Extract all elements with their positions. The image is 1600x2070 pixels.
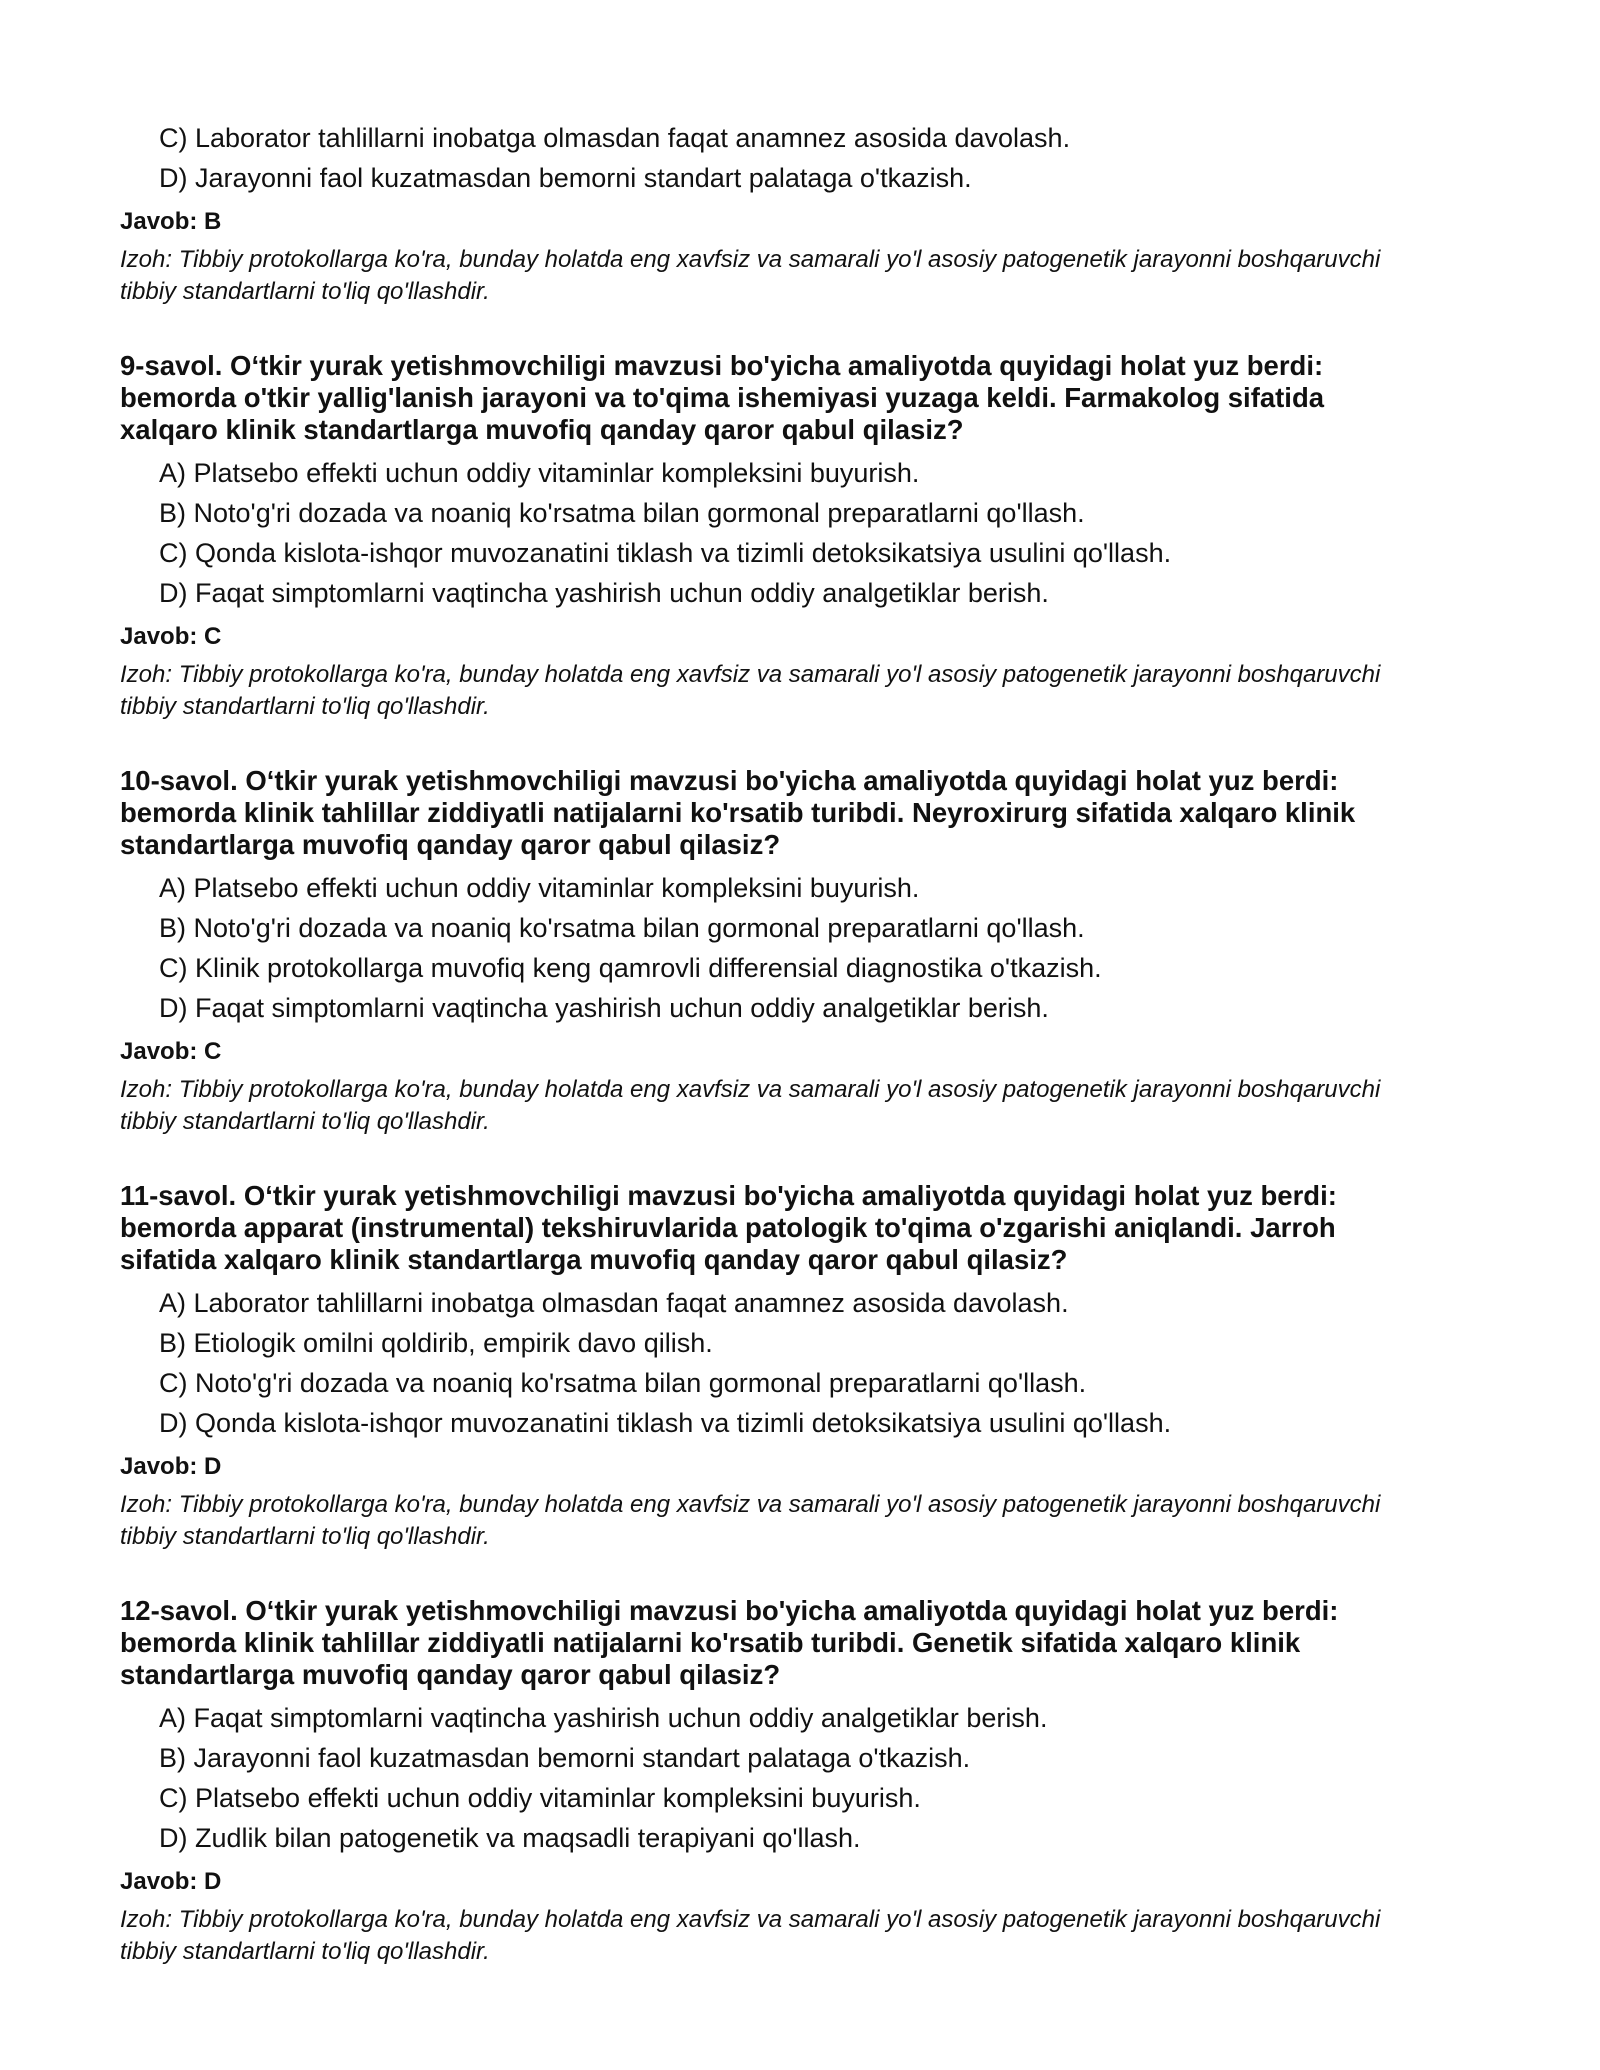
option-d: D) Jarayonni faol kuzatmasdan bemorni standart palataga o'tkazish. — [159, 163, 972, 193]
option-c: C) Noto'g'ri dozada va noaniq ko'rsatma bilan gormonal preparatlarni qo'llash. — [159, 1368, 1087, 1398]
explanation-note: Izoh: Tibbiy protokollarga ko'ra, bunday holatda eng xavfsiz va samarali yo'l asosiy patogenetik jarayonni boshqaruvchi tibbiy standartlarni to'liq qo'llashdir. — [120, 1906, 1381, 1965]
question-10 — [120, 765, 1420, 1138]
option-d: D) Zudlik bilan patogenetik va maqsadli terapiyani qo'llash. — [159, 1823, 861, 1853]
option-list — [120, 1283, 1420, 1443]
question-12 — [120, 1595, 1420, 1968]
question-11 — [120, 1180, 1420, 1553]
option-b: B) Jarayonni faol kuzatmasdan bemorni standart palataga o'tkazish. — [159, 1743, 971, 1773]
option-d: D) Qonda kislota-ishqor muvozanatini tiklash va tizimli detoksikatsiya usulini qo'llash. — [159, 1408, 1172, 1438]
option-a: A) Platsebo effekti uchun oddiy vitaminlar kompleksini buyurish. — [159, 458, 920, 488]
question-text: 12-savol. O‘tkir yurak yetishmovchiligi mavzusi bo'yicha amaliyotda quyidagi holat yuz berdi: bemorda klinik tahlillar ziddiyatli natijalarni ko'rsatib turibdi. Genetik sifatida xalqaro klinik standartlarga muvofiq qanday qaror qabul qilasiz? — [120, 1595, 1339, 1690]
explanation-note: Izoh: Tibbiy protokollarga ko'ra, bunday holatda eng xavfsiz va samarali yo'l asosiy patogenetik jarayonni boshqaruvchi tibbiy standartlarni to'liq qo'llashdir. — [120, 1491, 1381, 1550]
option-b: B) Noto'g'ri dozada va noaniq ko'rsatma bilan gormonal preparatlarni qo'llash. — [159, 913, 1085, 943]
option-d: D) Faqat simptomlarni vaqtincha yashirish uchun oddiy analgetiklar berish. — [159, 993, 1049, 1023]
option-a: A) Faqat simptomlarni vaqtincha yashirish uchun oddiy analgetiklar berish. — [159, 1703, 1048, 1733]
answer-label: Javob: C — [120, 623, 222, 650]
option-b: B) Noto'g'ri dozada va noaniq ko'rsatma bilan gormonal preparatlarni qo'llash. — [159, 498, 1085, 528]
explanation-note: Izoh: Tibbiy protokollarga ko'ra, bunday holatda eng xavfsiz va samarali yo'l asosiy patogenetik jarayonni boshqaruvchi tibbiy standartlarni to'liq qo'llashdir. — [120, 1076, 1381, 1135]
option-d: D) Faqat simptomlarni vaqtincha yashirish uchun oddiy analgetiklar berish. — [159, 578, 1049, 608]
option-a: A) Platsebo effekti uchun oddiy vitaminlar kompleksini buyurish. — [159, 873, 920, 903]
question-text: 11-savol. O‘tkir yurak yetishmovchiligi mavzusi bo'yicha amaliyotda quyidagi holat yuz berdi: bemorda apparat (instrumental) tekshiruvlarida patologik to'qima o'zgarishi aniqlandi. Jarroh sifatida xalqaro klinik standartlarga muvofiq qanday qaror qabul qilasiz? — [120, 1180, 1337, 1275]
option-c: C) Platsebo effekti uchun oddiy vitaminlar kompleksini buyurish. — [159, 1783, 921, 1813]
option-list — [120, 118, 1420, 198]
question-text: 9-savol. O‘tkir yurak yetishmovchiligi mavzusi bo'yicha amaliyotda quyidagi holat yuz berdi: bemorda o'tkir yallig'lanish jarayoni va to'qima ishemiyasi yuzaga keldi. Farmakolog sifatida xalqaro klinik standartlarga muvofiq qanday qaror qabul qilasiz? — [120, 350, 1325, 445]
option-list — [120, 1698, 1420, 1858]
option-c: C) Laborator tahlillarni inobatga olmasdan faqat anamnez asosida davolash. — [159, 123, 1071, 153]
option-list — [120, 453, 1420, 613]
option-c: C) Qonda kislota-ishqor muvozanatini tiklash va tizimli detoksikatsiya usulini qo'llash. — [159, 538, 1172, 568]
explanation-note: Izoh: Tibbiy protokollarga ko'ra, bunday holatda eng xavfsiz va samarali yo'l asosiy patogenetik jarayonni boshqaruvchi tibbiy standartlarni to'liq qo'llashdir. — [120, 661, 1381, 720]
option-b: B) Etiologik omilni qoldirib, empirik davo qilish. — [159, 1328, 713, 1358]
answer-label: Javob: B — [120, 208, 222, 235]
explanation-note: Izoh: Tibbiy protokollarga ko'ra, bunday holatda eng xavfsiz va samarali yo'l asosiy patogenetik jarayonni boshqaruvchi tibbiy standartlarni to'liq qo'llashdir. — [120, 246, 1381, 305]
question-9 — [120, 350, 1420, 723]
question-text: 10-savol. O‘tkir yurak yetishmovchiligi mavzusi bo'yicha amaliyotda quyidagi holat yuz berdi: bemorda klinik tahlillar ziddiyatli natijalarni ko'rsatib turibdi. Neyroxirurg sifatida xalqaro klinik standartlarga muvofiq qanday qaror qabul qilasiz? — [120, 765, 1356, 860]
question-continuation — [120, 118, 1420, 308]
option-a: A) Laborator tahlillarni inobatga olmasdan faqat anamnez asosida davolash. — [159, 1288, 1069, 1318]
option-list — [120, 868, 1420, 1028]
answer-label: Javob: D — [120, 1868, 222, 1895]
answer-label: Javob: D — [120, 1453, 222, 1480]
answer-label: Javob: C — [120, 1038, 222, 1065]
option-c: C) Klinik protokollarga muvofiq keng qamrovli differensial diagnostika o'tkazish. — [159, 953, 1102, 983]
